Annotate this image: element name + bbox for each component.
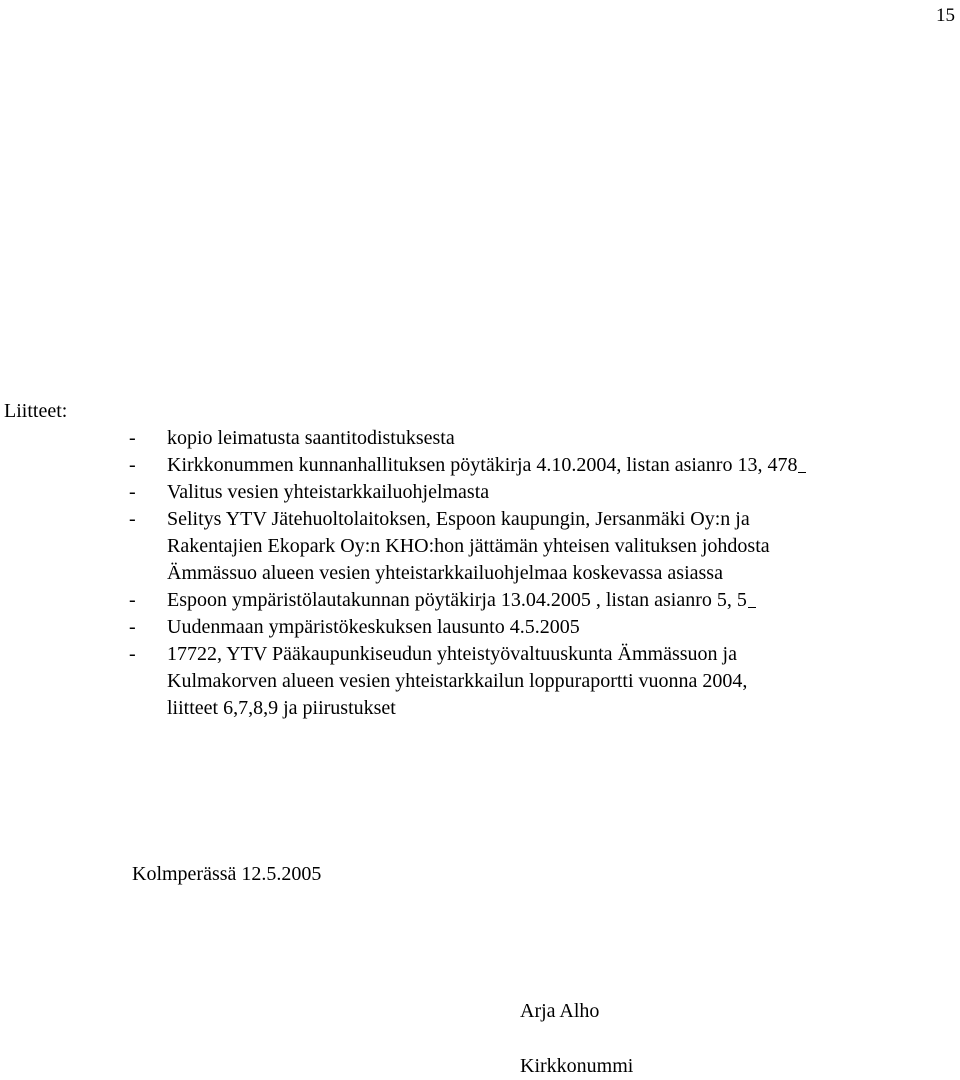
list-item-line: 17722, YTV Pääkaupunkiseudun yhteistyövaltuuskunta Ämmässuon ja (167, 643, 737, 665)
list-item-text: Valitus vesien yhteistarkkailuohjelmasta (167, 481, 490, 503)
list-item (0, 587, 806, 614)
page-number: 15 (936, 5, 955, 26)
list-item-line: Kulmakorven alueen vesien yhteistarkkailun loppuraportti vuonna 2004, (167, 670, 748, 692)
signer-town: Kirkkonummi (520, 1055, 634, 1077)
list-item (0, 641, 806, 722)
list-dash: - (129, 643, 136, 665)
list-item (0, 479, 806, 506)
list-item (0, 614, 806, 641)
list-dash: - (129, 589, 136, 611)
list-dash: - (129, 508, 136, 530)
list-item-line: Selitys YTV Jätehuoltolaitoksen, Espoon kaupungin, Jersanmäki Oy:n ja (167, 508, 750, 530)
list-item-text: kopio leimatusta saantitodistuksesta (167, 427, 455, 449)
list-item-line: Rakentajien Ekopark Oy:n KHO:hon jättämän yhteisen valituksen johdosta (167, 535, 770, 557)
signer-name: Arja Alho (520, 1000, 600, 1022)
list-item-line: liitteet 6,7,8,9 ja piirustukset (167, 697, 396, 719)
list-dash: - (129, 427, 136, 449)
list-dash: - (129, 481, 136, 503)
list-dash: - (129, 616, 136, 638)
attachments-heading: Liitteet: (4, 400, 68, 422)
underline-mark (798, 454, 806, 473)
underline-mark (748, 589, 756, 608)
list-item (0, 506, 806, 587)
list-item-text: Uudenmaan ympäristökeskuksen lausunto 4.5.2005 (167, 616, 580, 638)
list-item-line: Kirkkonummen kunnanhallituksen pöytäkirja 4.10.2004, listan asianro 13, 478 (167, 454, 798, 476)
list-dash: - (129, 454, 136, 476)
place-date: Kolmperässä 12.5.2005 (132, 863, 322, 885)
attachments-list (0, 425, 806, 722)
list-item-text (167, 587, 806, 614)
list-item-line: Ämmässuo alueen vesien yhteistarkkailuohjelmaa koskevassa asiassa (167, 562, 723, 584)
list-item (0, 425, 806, 452)
list-item-line: Espoon ympäristölautakunnan pöytäkirja 13.04.2005 , listan asianro 5, 5 (167, 589, 747, 611)
list-item (0, 452, 806, 479)
list-item-text (167, 452, 806, 479)
